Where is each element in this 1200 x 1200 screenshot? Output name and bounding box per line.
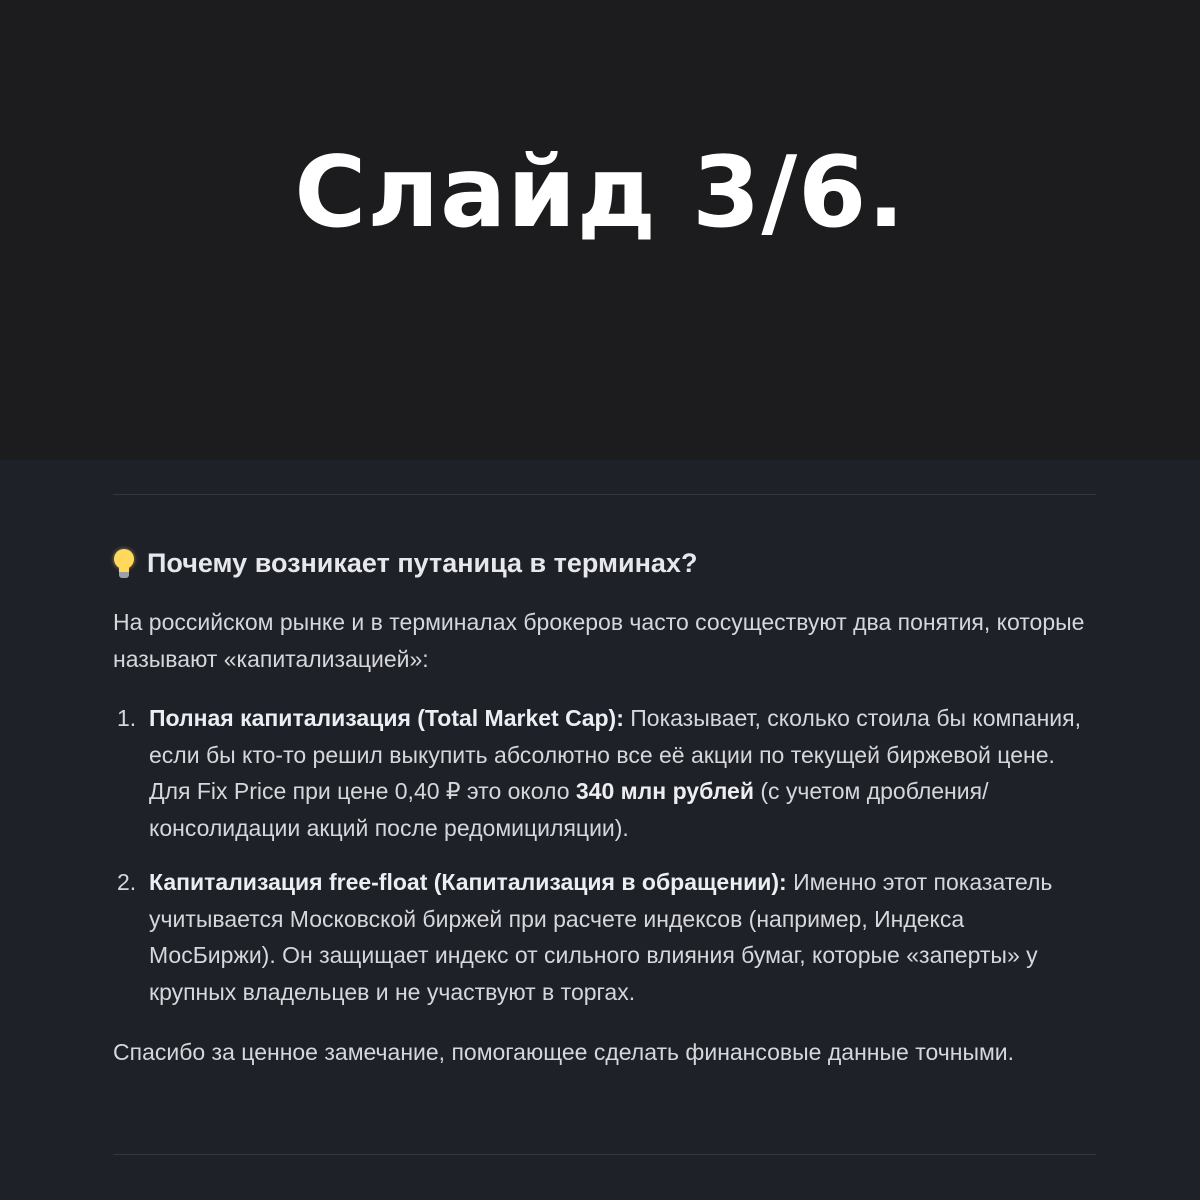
top-divider [113,494,1096,495]
list-item-term: Полная капитализация (Total Market Cap): [149,705,624,731]
section-heading [113,548,1096,579]
list-item-term: Капитализация free-float (Капитализация в обращении): [149,869,787,895]
list-item-number: 1. [117,705,137,731]
list-item-body [149,700,1096,846]
list-item-highlight: 340 млн рублей [575,778,754,804]
list-item-text-after: (с учетом дробления/консолидации акций после редомициляции). [149,778,989,841]
intro-paragraph: На российском рынке и в терминалах брокеров часто сосуществуют два понятия, которые называют «капитализацией»: [113,609,1085,672]
list-item [113,700,1096,846]
bottom-divider [113,1154,1096,1155]
list-item-body [149,864,1096,1010]
slide-title: Слайд 3/6. [294,136,906,250]
section-heading-text: Почему возникает путаница в терминах? [147,548,698,578]
slide-content [0,460,1200,1200]
list-item-text: Показывает, сколько стоила бы компания, если бы кто-то решил выкупить абсолютно все её акции по текущей биржевой цене. Для Fix Price при цене 0,40 ₽ это около [149,705,1081,804]
list-item-text: Именно этот показатель учитывается Московской биржей при расчете индексов (например, Индекса МосБиржи). Он защищает индекс от сильного влияния бумаг, которые «заперты» у крупных владельцев и не участвуют в торгах. [149,869,1053,1005]
closing-paragraph: Спасибо за ценное замечание, помогающее сделать финансовые данные точными. [113,1039,1015,1065]
list-item [113,864,1096,1010]
lightbulb-icon [113,549,135,579]
list-item-number: 2. [117,869,137,895]
slide-header [0,0,1200,460]
